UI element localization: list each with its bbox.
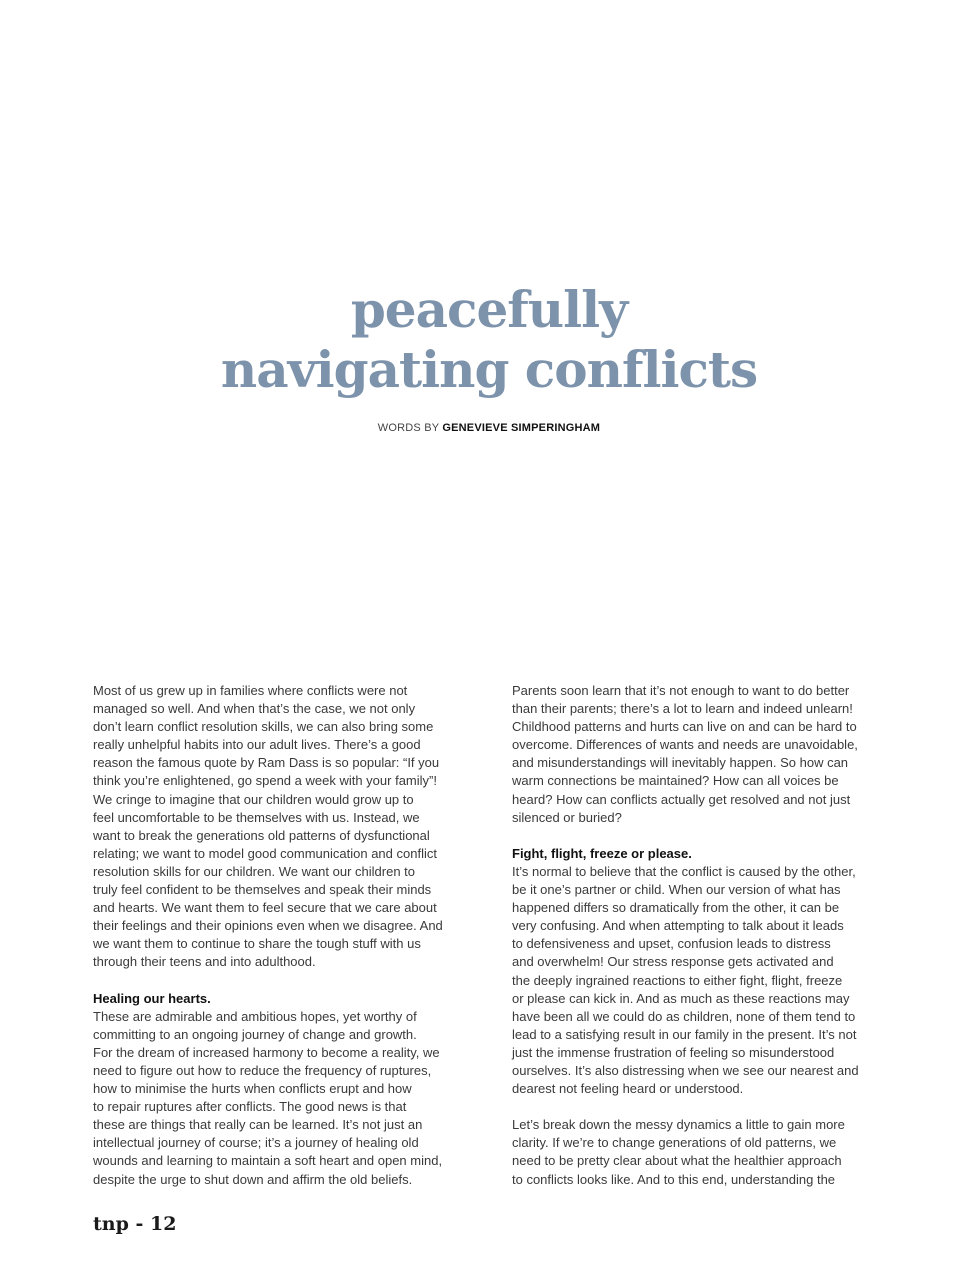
body-text-line: and misunderstandings will inevitably happen. So how can — [512, 755, 849, 771]
body-text-line: Let’s break down the messy dynamics a little to gain more — [512, 1117, 845, 1133]
body-text-line: truly feel confident to be themselves and speak their minds — [93, 882, 432, 898]
body-text-line: It’s normal to believe that the conflict is caused by the other, — [512, 863, 856, 879]
body-text-line: or please can kick in. And as much as these reactions may — [512, 990, 850, 1006]
body-text-line: want to break the generations old patterns of dysfunctional — [93, 827, 430, 843]
body-text-line: their feelings and their opinions even when we disagree. And — [93, 918, 443, 934]
body-text-line: warm connections be maintained? How can all voices be — [512, 773, 839, 789]
byline — [0, 422, 978, 434]
body-text-line: to conflicts looks like. And to this end, understanding the — [512, 1171, 836, 1187]
article-column-right — [512, 682, 892, 1189]
body-text-line: we want them to continue to share the tough stuff with us — [93, 936, 421, 952]
body-text-line: happened differs so dramatically from the other, it can be — [512, 900, 840, 916]
body-text-line: intellectual journey of course; it’s a journey of healing old — [93, 1135, 419, 1151]
byline-prefix: WORDS BY — [377, 422, 440, 434]
paragraph-gap — [512, 827, 892, 845]
section-heading: Fight, flight, freeze or please. — [512, 845, 692, 861]
body-text-line: silenced or buried? — [512, 809, 622, 825]
body-text-line: these are things that really can be learned. It’s not just an — [93, 1117, 423, 1133]
body-text-line: reason the famous quote by Ram Dass is so popular: “If you — [93, 755, 440, 771]
body-text-line: dearest not feeling heard or understood. — [512, 1081, 744, 1097]
title-line-2: navigating conflicts — [220, 340, 758, 399]
body-text-line: despite the urge to shut down and affirm the old beliefs. — [93, 1171, 413, 1187]
body-text-line: These are admirable and ambitious hopes, yet worthy of — [93, 1008, 417, 1024]
body-text-line: very confusing. And when attempting to talk about it leads — [512, 918, 844, 934]
body-text-line: Childhood patterns and hurts can live on and can be hard to — [512, 719, 857, 735]
body-text-line: managed so well. And when that’s the case, we not only — [93, 701, 416, 717]
body-text-line: how to minimise the hurts when conflicts erupt and how — [93, 1081, 412, 1097]
body-text-line: think you’re enlightened, go spend a week with your family”! — [93, 773, 437, 789]
body-text-line: Parents soon learn that it’s not enough to want to do better — [512, 683, 850, 698]
section-heading: Healing our hearts. — [93, 990, 211, 1006]
body-text-line: and hearts. We want them to feel secure that we care about — [93, 900, 437, 916]
body-text-line: For the dream of increased harmony to become a reality, we — [93, 1044, 440, 1060]
paragraph-gap — [512, 1098, 892, 1116]
body-text-line: lead to a satisfying result in our family in the present. It’s not — [512, 1026, 857, 1042]
body-text-line: be it one’s partner or child. When our version of what has — [512, 882, 841, 898]
body-text-line: ourselves. It’s also distressing when we see our nearest and — [512, 1062, 859, 1078]
page-folio: tnp - 12 — [93, 1213, 177, 1235]
body-text-line: resolution skills for our children. We want our children to — [93, 863, 416, 879]
body-text-line: really unhelpful habits into our adult lives. There’s a good — [93, 737, 421, 753]
body-text-line: than their parents; there’s a lot to learn and indeed unlearn! — [512, 701, 853, 717]
body-text-line: to repair ruptures after conflicts. The good news is that — [93, 1099, 407, 1115]
body-text-line: relating; we want to model good communication and conflict — [93, 845, 437, 861]
article-column-left — [93, 682, 473, 1189]
body-text-line: committing to an ongoing journey of change and growth. — [93, 1026, 417, 1042]
title-line-1: peacefully — [350, 280, 628, 339]
body-text-line: Most of us grew up in families where conflicts were not — [93, 683, 408, 698]
body-text-line: clarity. If we’re to change generations of old patterns, we — [512, 1135, 837, 1151]
body-text-line: to defensiveness and upset, confusion leads to distress — [512, 936, 831, 952]
body-text-line: the deeply ingrained reactions to either fight, flight, freeze — [512, 972, 843, 988]
body-text-line: and overwhelm! Our stress response gets activated and — [512, 954, 834, 970]
body-text-line: We cringe to imagine that our children would grow up to — [93, 791, 414, 807]
body-text-line: need to figure out how to reduce the frequency of ruptures, — [93, 1062, 432, 1078]
body-text-line: heard? How can conflicts actually get resolved and not just — [512, 791, 851, 807]
body-text-line: overcome. Differences of wants and needs are unavoidable, — [512, 737, 858, 753]
body-text-line: through their teens and into adulthood. — [93, 954, 316, 970]
body-text-line: don’t learn conflict resolution skills, we can also bring some — [93, 719, 434, 735]
paragraph-gap — [93, 972, 473, 990]
body-text-line: feel uncomfortable to be themselves with us. Instead, we — [93, 809, 420, 825]
body-text-line: just the immense frustration of feeling so misunderstood — [512, 1044, 835, 1060]
byline-author: GENEVIEVE SIMPERINGHAM — [442, 422, 601, 434]
body-text-line: have been all we could do as children, none of them tend to — [512, 1008, 856, 1024]
body-text-line: wounds and learning to maintain a soft heart and open mind, — [93, 1153, 443, 1169]
article-title — [0, 280, 978, 400]
body-text-line: need to be pretty clear about what the healthier approach — [512, 1153, 842, 1169]
